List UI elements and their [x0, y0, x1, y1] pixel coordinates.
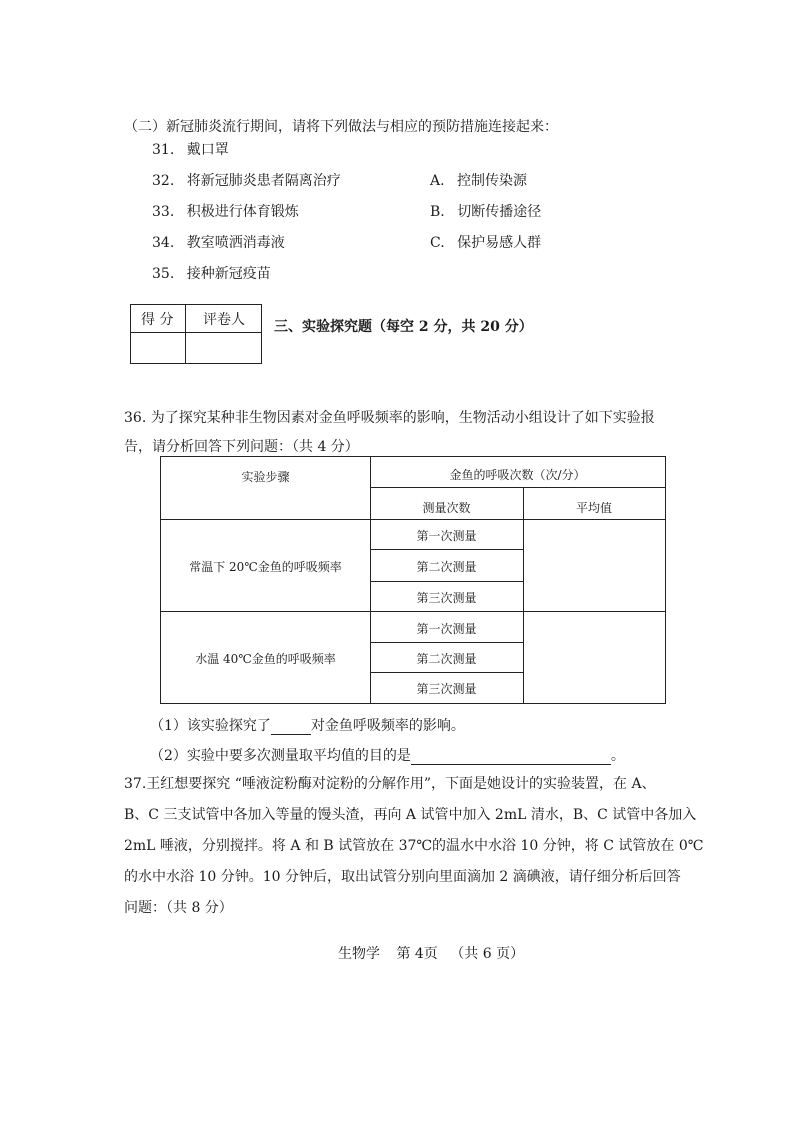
header-step: 实验步骤	[241, 470, 290, 484]
option-letter: C.	[430, 235, 445, 251]
question-37-text: B、C 三支试管中各加入等量的馒头渣，再向 A 试管中加入 2mL 清水，B、C 试管中各加入	[124, 807, 697, 823]
item-35	[152, 263, 271, 283]
sub-question-text: （1）该实验探究了	[150, 718, 271, 734]
question-36-text: 36. 为了探究某种非生物因素对金鱼呼吸频率的影响，生物活动小组设计了如下实验报	[124, 410, 655, 426]
grader-label: 评卷人	[203, 312, 245, 328]
option-letter: B.	[430, 204, 445, 220]
average-input-cell[interactable]	[524, 612, 665, 703]
table-line	[370, 487, 665, 488]
item-32	[152, 170, 341, 190]
table-line	[370, 549, 523, 550]
item-text: 戴口罩	[186, 142, 229, 158]
score-box	[130, 304, 262, 364]
question-37-text: 问题：（共 8 分）	[124, 900, 233, 916]
experiment-table	[160, 456, 666, 704]
page-footer	[338, 943, 524, 963]
measure-cell: 第一次测量	[416, 529, 477, 543]
option-letter: A.	[430, 173, 445, 189]
item-num: 33.	[152, 204, 175, 220]
answer-blank[interactable]	[271, 718, 311, 735]
measure-cell: 第二次测量	[416, 652, 477, 666]
grader-input-cell[interactable]	[186, 333, 262, 363]
item-num: 31.	[152, 142, 175, 158]
table-line	[370, 672, 523, 673]
item-33	[152, 201, 299, 221]
section-heading: （二）新冠肺炎流行期间，请将下列做法与相应的预防措施连接起来：	[124, 119, 558, 135]
table-line	[370, 581, 523, 582]
measure-cell: 第三次测量	[416, 591, 477, 605]
question-37-text: 2mL 唾液，分别搅拌。将 A 和 B 试管放在 37℃的温水中水浴 10 分钟，将 C 试管放在 0℃	[124, 838, 704, 854]
option-text: 切断传播途径	[457, 204, 542, 220]
question-37-text: 37.王红想要探究 “唾液淀粉酶对淀粉的分解作用”，下面是她设计的实验装置，在 A、	[124, 776, 656, 792]
condition-cell: 常温下 20℃金鱼的呼吸频率	[189, 560, 342, 574]
item-text: 将新冠肺炎患者隔离治疗	[186, 173, 341, 189]
item-34	[152, 232, 285, 252]
option-text: 保护易感人群	[457, 235, 542, 251]
option-a	[430, 170, 527, 190]
question-36-text: 告，请分析回答下列问题：（共 4 分）	[124, 439, 359, 455]
item-num: 32.	[152, 173, 175, 189]
measure-cell: 第三次测量	[416, 682, 477, 696]
item-num: 34.	[152, 235, 175, 251]
footer-subject: 生物学	[338, 946, 380, 962]
condition-cell: 水温 40℃金鱼的呼吸频率	[195, 652, 336, 666]
footer-page: 第 4页	[396, 946, 438, 962]
item-text: 积极进行体育锻炼	[186, 204, 299, 220]
sub-question-2	[150, 745, 625, 765]
section-heading: 三、实验探究题（每空 2 分，共 20 分）	[274, 319, 533, 335]
item-31	[152, 139, 229, 159]
measure-cell: 第二次测量	[416, 560, 477, 574]
sub-question-text: 。	[610, 748, 625, 764]
average-input-cell[interactable]	[524, 520, 665, 611]
header-count: 测量次数	[422, 501, 471, 515]
option-c	[430, 232, 541, 252]
table-line	[370, 642, 523, 643]
option-b	[430, 201, 541, 221]
score-input-cell[interactable]	[131, 333, 185, 363]
sub-question-text: 对金鱼呼吸频率的影响。	[310, 718, 465, 734]
sub-question-text: （2）实验中要多次测量取平均值的目的是	[150, 748, 411, 764]
item-text: 接种新冠疫苗	[186, 266, 271, 282]
header-breath: 金鱼的呼吸次数（次/分）	[449, 468, 586, 482]
answer-blank[interactable]	[411, 748, 611, 765]
header-avg: 平均值	[575, 501, 612, 515]
item-num: 35.	[152, 266, 175, 282]
sub-question-1	[150, 715, 465, 735]
score-label: 得 分	[141, 312, 174, 328]
question-37-text: 的水中水浴 10 分钟。10 分钟后，取出试管分别向里面滴加 2 滴碘液，请仔细分析后回答	[124, 869, 681, 885]
item-text: 教室喷洒消毒液	[186, 235, 285, 251]
option-text: 控制传染源	[457, 173, 528, 189]
footer-total: （共 6 页）	[450, 946, 525, 962]
measure-cell: 第一次测量	[416, 622, 477, 636]
